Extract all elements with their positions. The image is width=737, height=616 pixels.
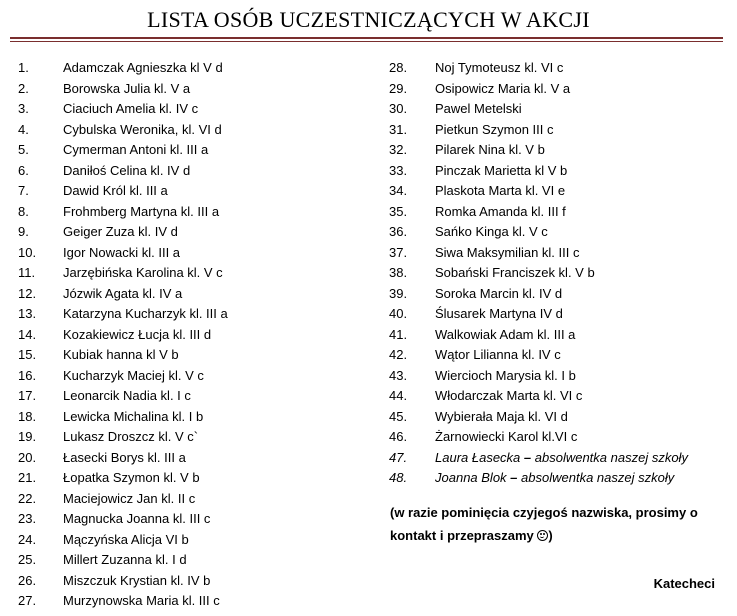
item-number: 27.: [18, 593, 37, 608]
list-item: [389, 243, 729, 264]
participant-name: Noj Tymoteusz kl. VI c: [435, 60, 564, 75]
title-rule-thin: [10, 41, 723, 42]
item-number: 6.: [18, 162, 29, 178]
list-item: [18, 243, 368, 264]
item-number: 7.: [18, 183, 29, 198]
item-number: 14.: [18, 326, 37, 342]
participant-name: Frohmberg Martyna kl. III a: [63, 203, 220, 219]
list-item: [389, 181, 729, 202]
item-number: 37.: [389, 244, 408, 260]
participant-name: Walkowiak Adam kl. III a: [435, 326, 576, 342]
page-title: LISTA OSÓB UCZESTNICZĄCYCH W AKCJI: [147, 7, 590, 32]
participant-name: Łasecki Borys kl. III a: [63, 449, 186, 465]
participant-name: Lukasz Droszcz kl. V c`: [63, 429, 199, 444]
participant-name: Soroka Marcin kl. IV d: [435, 285, 563, 301]
participant-name: Wątor Lilianna kl. IV c: [435, 347, 561, 362]
item-number: 11.: [18, 265, 36, 280]
list-item: [389, 407, 729, 428]
participant-name: Daniłoś Celina kl. IV d: [63, 162, 191, 178]
list-item: [18, 140, 368, 161]
item-number: 9.: [18, 224, 29, 239]
participant-name: Pawel Metelski: [435, 101, 522, 116]
list-item: [18, 550, 368, 571]
participant-name: Plaskota Marta kl. VI e: [435, 183, 566, 198]
participants-list-left: [18, 58, 368, 612]
participant-name: Geiger Zuza kl. IV d: [63, 224, 178, 239]
alumni-item: [389, 468, 729, 489]
participant-name: Borowska Julia kl. V a: [63, 80, 191, 96]
item-number: 44.: [389, 388, 408, 403]
item-number: 2.: [18, 80, 29, 96]
list-item: [18, 427, 368, 448]
alumni-separator: –: [506, 470, 522, 485]
list-item: [389, 427, 729, 448]
participant-name: Cymerman Antoni kl. III a: [63, 142, 209, 157]
list-item: [389, 99, 729, 120]
participant-name: Lewicka Michalina kl. I b: [63, 408, 204, 424]
participant-name: Włodarczak Marta kl. VI c: [435, 388, 583, 403]
participant-name: Igor Nowacki kl. III a: [63, 244, 181, 260]
item-number: 41.: [389, 326, 408, 342]
list-item: [18, 591, 368, 612]
item-number: 8.: [18, 203, 29, 219]
participant-name: Katarzyna Kucharzyk kl. III a: [63, 306, 228, 321]
item-number: 38.: [389, 265, 408, 280]
list-item: [18, 99, 368, 120]
item-number: 36.: [389, 224, 408, 239]
list-item: [18, 222, 368, 243]
item-number: 23.: [18, 511, 37, 526]
participant-name: Sańko Kinga kl. V c: [435, 224, 548, 239]
item-number: 19.: [18, 429, 37, 444]
item-number: 10.: [18, 244, 37, 260]
participant-name: Pilarek Nina kl. V b: [435, 142, 545, 157]
list-item: [389, 325, 729, 346]
participant-name: Osipowicz Maria kl. V a: [435, 80, 571, 96]
participant-name: Mączyńska Alicja VI b: [63, 531, 189, 547]
list-item: [389, 304, 729, 325]
alumni-name: Joanna Blok: [435, 470, 507, 485]
list-item: [389, 161, 729, 182]
item-number: 24.: [18, 531, 37, 547]
list-item: [389, 120, 729, 141]
participant-name: Leonarcik Nadia kl. I c: [63, 388, 191, 403]
item-number: 34.: [389, 183, 408, 198]
participant-name: Józwik Agata kl. IV a: [63, 285, 183, 301]
item-number: 5.: [18, 142, 29, 157]
item-number: 20.: [18, 449, 37, 465]
item-number: 47.: [389, 449, 408, 465]
participant-name: Żarnowiecki Karol kl.VI c: [435, 429, 578, 444]
smiley-icon: [537, 530, 548, 541]
list-item: [18, 284, 368, 305]
item-number: 33.: [389, 162, 408, 178]
list-item: [18, 202, 368, 223]
alumni-name: Laura Łasecka: [435, 449, 521, 465]
list-item: [18, 263, 368, 284]
participant-name: Millert Zuzanna kl. I d: [63, 552, 187, 567]
list-item: [18, 386, 368, 407]
list-item: [389, 79, 729, 100]
participant-name: Miszczuk Krystian kl. IV b: [63, 572, 211, 588]
alumni-separator: –: [520, 449, 535, 465]
item-number: 42.: [389, 347, 408, 362]
list-item: [389, 202, 729, 223]
participant-name: Romka Amanda kl. III f: [435, 203, 566, 219]
item-number: 48.: [389, 470, 408, 485]
item-number: 46.: [389, 429, 408, 444]
participant-name: Murzynowska Maria kl. III c: [63, 593, 220, 608]
participant-name: Magnucka Joanna kl. III c: [63, 511, 211, 526]
item-number: 4.: [18, 121, 29, 137]
list-item: [389, 140, 729, 161]
list-item: [18, 530, 368, 551]
item-number: 28.: [389, 60, 408, 75]
list-item: [18, 79, 368, 100]
alumni-note: absolwentka naszej szkoły: [521, 470, 675, 485]
list-item: [18, 468, 368, 489]
list-item: [389, 284, 729, 305]
signature: Katecheci: [653, 576, 715, 591]
list-item: [389, 222, 729, 243]
alumni-note: absolwentka naszej szkoły: [534, 449, 688, 465]
item-number: 12.: [18, 285, 37, 301]
participant-name: Pinczak Marietta kl V b: [435, 162, 568, 178]
item-number: 22.: [18, 490, 37, 506]
participant-name: Kubiak hanna kl V b: [63, 347, 179, 362]
list-item: [18, 489, 368, 510]
participant-name: Kucharzyk Maciej kl. V c: [63, 367, 204, 383]
item-number: 31.: [389, 121, 408, 137]
item-number: 39.: [389, 285, 408, 301]
list-item: [389, 345, 729, 366]
list-item: [18, 161, 368, 182]
item-number: 13.: [18, 306, 37, 321]
list-item: [18, 325, 368, 346]
alumni-item: [389, 448, 729, 469]
participant-name: Wiercioch Marysia kl. I b: [435, 367, 576, 383]
item-number: 43.: [389, 367, 408, 383]
list-item: [389, 58, 729, 79]
participant-name: Pietkun Szymon III c: [435, 121, 554, 137]
item-number: 45.: [389, 408, 408, 424]
item-number: 40.: [389, 306, 408, 321]
list-item: [18, 304, 368, 325]
item-number: 18.: [18, 408, 37, 424]
list-item: [389, 366, 729, 387]
item-number: 1.: [18, 60, 29, 75]
list-item: [18, 448, 368, 469]
participant-name: Cybulska Weronika, kl. VI d: [63, 121, 222, 137]
omission-note-end: ): [548, 528, 553, 543]
title-rule-thick: [10, 37, 723, 39]
participant-name: Wybierała Maja kl. VI d: [435, 408, 568, 424]
list-item: [18, 509, 368, 530]
item-number: 29.: [389, 80, 408, 96]
participant-name: Kozakiewicz Łucja kl. III d: [63, 326, 212, 342]
item-number: 25.: [18, 552, 37, 567]
item-number: 3.: [18, 101, 29, 116]
list-item: [18, 407, 368, 428]
participant-name: Jarzębińska Karolina kl. V c: [63, 265, 223, 280]
item-number: 21.: [18, 470, 37, 485]
omission-note: [390, 501, 720, 547]
participant-name: Siwa Maksymilian kl. III c: [435, 244, 580, 260]
participant-name: Ciaciuch Amelia kl. IV c: [63, 101, 199, 116]
list-item: [389, 386, 729, 407]
item-number: 26.: [18, 572, 37, 588]
list-item: [18, 571, 368, 592]
participant-name: Sobański Franciszek kl. V b: [435, 265, 595, 280]
list-item: [18, 58, 368, 79]
participants-list-right: [389, 58, 729, 489]
participant-name: Ślusarek Martyna IV d: [435, 306, 563, 321]
list-item: [18, 120, 368, 141]
item-number: 32.: [389, 142, 408, 157]
item-number: 30.: [389, 101, 408, 116]
item-number: 35.: [389, 203, 408, 219]
participant-name: Adamczak Agnieszka kl V d: [63, 60, 223, 75]
list-item: [18, 366, 368, 387]
item-number: 16.: [18, 367, 37, 383]
participant-name: Łopatka Szymon kl. V b: [63, 470, 200, 485]
item-number: 15.: [18, 347, 37, 362]
list-item: [389, 263, 729, 284]
omission-note-text: (w razie pominięcia czyjegoś nazwiska, prosimy o kontakt i przepraszamy: [390, 505, 698, 543]
list-item: [18, 345, 368, 366]
participant-name: Dawid Król kl. III a: [63, 183, 168, 198]
participant-name: Maciejowicz Jan kl. II c: [63, 490, 196, 506]
item-number: 17.: [18, 388, 37, 403]
list-item: [18, 181, 368, 202]
